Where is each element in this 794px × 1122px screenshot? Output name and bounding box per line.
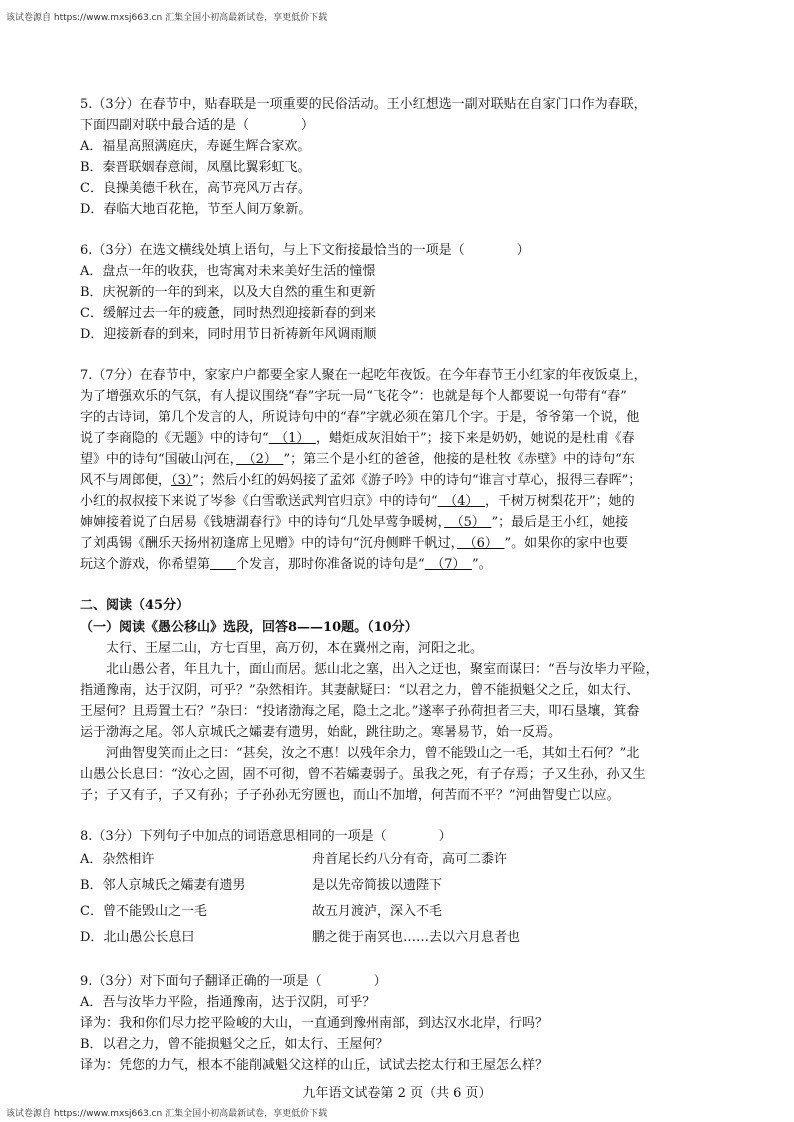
q8-stem: 8.（3分）下列句子中加点的词语意思相同的一项是（ ） [80,829,452,844]
q6-stem: 6.（3分）在选文横线处填上语句，与上下文衔接最恰当的一项是（ ） [80,243,530,258]
header-watermark: 该试卷源自 https://www.mxsj663.cn 汇集全国小初高最新试卷，享更低价下载 [6,13,328,23]
q7-line-1: 7.（7分）在春节中，家家户户都要全家人聚在一起吃年夜饭。在今年春节王小红家的年夜饭桌上， [80,368,647,383]
blank-4: （4） [437,494,485,509]
exam-page [80,94,710,1076]
q6-option-a: A．盘点一年的收获，也寄寓对未来美好生活的憧憬 [80,264,376,279]
q7-line-5: 望》中的诗句“国破山河在， （2） ”；第三个是小红的爸爸，他接的是杜牧《赤壁》中的诗句“东 [80,452,635,467]
footer-watermark: 该试卷源自 https://www.mxsj663.cn 汇集全国小初高最新试卷，享更低价下载 [6,1109,328,1119]
q7-line-10: 玩这个游戏，你希望第 个发言，那时你准备说的诗句是“ （7） ”。 [80,557,492,572]
q5-stem-line-2: 下面四副对联中最合适的是（ ） [80,118,315,133]
blank-3: （3） [171,473,193,488]
blank-order [210,557,236,572]
q7-line-3: 字的古诗词，第几个发言的人，所说诗句中的“春”字就必须在第几个字。于是，爷爷第一个说，他 [80,410,640,425]
passage-line: 北山愚公者，年且九十，面山而居。惩山北之塞，出入之迂也，聚室而谋曰：“吾与汝毕力平险， [80,662,659,677]
question-6 [80,240,710,345]
q5-option-a: A．福星高照满庭庆，寿诞生辉合家欢。 [80,139,311,154]
blank-2: （2） [236,452,284,467]
q8-option-b: B．邻人京城氏之孀妻有遗男 是以先帝简拔以遗陛下 [80,878,443,893]
q5-stem-line-1: 5.（3分）在春节中，贴春联是一项重要的民俗活动。王小红想选一副对联贴在自家门口作为春联， [80,97,647,112]
q5-option-d: D．春临大地百花艳，节至人间万象新。 [80,202,312,217]
q7-line-7: 小红的叔叔接下来说了岑参《白雪歌送武判官归京》中的诗句“ （4） ，千树万树梨花开”；她的 [80,494,635,509]
passage [80,638,710,806]
q6-option-b: B．庆祝新的一年的到来，以及大自然的重生和更新 [80,285,376,300]
blank-1: （1） [268,431,316,446]
section-title: 二、阅读（45分） [80,598,190,613]
passage-line: 指通豫南，达于汉阴，可乎？”杂然相许。其妻献疑曰：“以君之力，曾不能损魁父之丘，如太行、 [80,683,640,698]
blank-7: （7） [424,557,472,572]
question-5 [80,94,710,220]
q7-line-4: 说了李商隐的《无题》中的诗句“ （1） ，蜡炬成灰泪始干”；接下来是奶奶，她说的是杜甫《春 [80,431,635,446]
passage-line: 山愚公长息曰：“汝心之固，固不可彻，曾不若孀妻弱子。虽我之死，有子存焉；子又生孙，孙又生 [80,767,646,782]
passage-line: 子；子又有子，子又有孙；子子孙孙无穷匮也，而山不加增，何苦而不平？”河曲智叟亡以应。 [80,788,620,803]
q8-option-d: D．北山愚公长息曰 鹏之徙于南冥也……去以六月息者也 [80,930,521,945]
q7-line-8: 婶婶接着说了白居易《钱塘湖春行》中的诗句“几处早莺争暖树， （5） ”；最后是王小红，她接 [80,515,629,530]
q9-option-a: A．吾与汝毕力平险，指通豫南，达于汉阴，可乎？ [80,995,376,1010]
blank-6: （6） [457,536,505,551]
q7-line-6: 风不与周郎便，（3）”；然后小红的妈妈接了孟郊《游子吟》中的诗句“谁言寸草心，报得三春晖”； [80,473,642,488]
passage-line: 王屋何？且焉置土石？”杂曰：“投诸渤海之尾，隐土之北。”遂率子孙荷担者三夫，叩石垦壤，箕畚 [80,704,640,719]
q7-line-9: 了刘禹锡《酬乐天扬州初逢席上见赠》中的诗句“沉舟侧畔千帆过， （6） ”。如果你的家中也要 [80,536,629,551]
question-8 [80,826,710,951]
passage-line: 河曲智叟笑而止之曰：“甚矣，汝之不惠！以残年余力，曾不能毁山之一毛，其如土石何？”北 [80,746,640,761]
q8-option-c: C．曾不能毁山之一毛 故五月渡泸，深入不毛 [80,904,443,919]
subsection-title: （一）阅读《愚公移山》选段，回答8——10题。（10分） [80,620,418,635]
q5-option-c: C．良操美德千秋在，高节亮风万古存。 [80,181,311,196]
q7-line-2: 为了增强欢乐的气氛，有人提议围绕“春”字玩一局“飞花令”：也就是每个人都要说一句带有“春” [80,389,627,404]
passage-line: 运于渤海之尾。邻人京城氏之孀妻有遗男，始龀，跳往助之。寒暑易节，始一反焉。 [80,725,562,740]
section-reading [80,595,710,806]
q8-option-a: A．杂然相许 舟首尾长约八分有奇，高可二黍许 [80,852,508,867]
page-number: 九年语文试卷第 2 页（共 6 页） [302,1086,492,1101]
q9-stem: 9.（3分）对下面句子翻译正确的一项是（ ） [80,974,387,989]
q9-translation-a: 译为：我和你们尽力挖平险峻的大山，一直通到豫州南部，到达汉水北岸，行吗？ [80,1016,549,1031]
question-7 [80,365,710,575]
q9-translation-b: 译为：凭您的力气，根本不能削减魁父这样的山丘，试试去挖太行和王屋怎么样？ [80,1058,549,1073]
q9-option-b: B．以君之力，曾不能损魁父之丘，如太行、王屋何？ [80,1037,389,1052]
q6-option-d: D．迎接新春的到来，同时用节日祈祷新年风调雨顺 [80,327,377,342]
question-9 [80,971,710,1076]
blank-5: （5） [444,515,492,530]
passage-line: 太行、王屋二山，方七百里，高万仞，本在冀州之南，河阳之北。 [80,641,484,656]
q6-option-c: C．缓解过去一年的疲惫，同时热烈迎接新春的到来 [80,306,376,321]
q5-option-b: B．秦晋联姻春意闹，凤凰比翼彩虹飞。 [80,160,311,175]
